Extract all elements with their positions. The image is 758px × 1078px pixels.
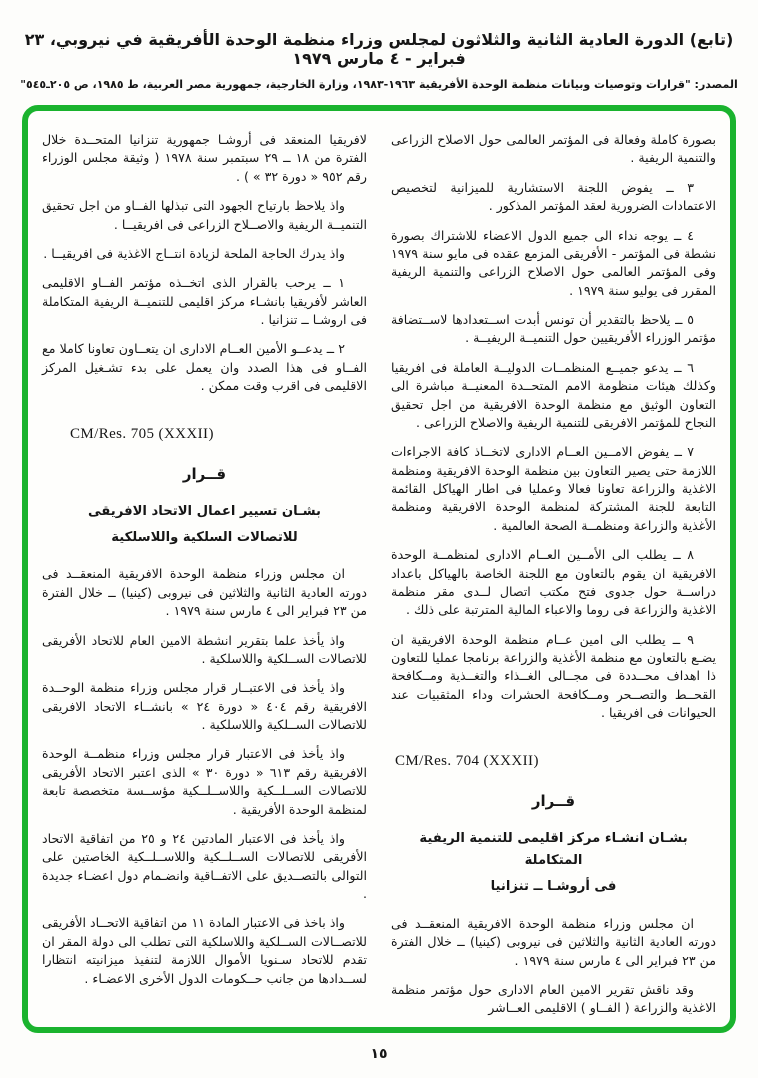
paragraph: ٤ ــ يوجه نداء الى جميع الدول الاعضاء للاشتراك بصورة نشطة فى المؤتمر - الأفريقى المزمع عقده فى مايو سنة ١٩٧٩ وفى المؤتمر العالمى حول الاصلاح الزراعى والتنمية الريفية المقرر فى يوليو سنة ١٩٧٩ . [391,227,716,298]
two-column-layout [42,131,716,1019]
resolution-heading: قــرار [182,464,227,483]
paragraph: واذ يأخذ فى الاعتبــار قرار مجلس وزراء منظمة الوحــدة الافريقية رقم ٤٠٤ « دورة ٢٤ » بانشــاء الاتحاد الافريقى للاتصالات الســلكية واللاسلكية . [42,680,367,732]
resolution-subheading: فى أروشـا ــ تنزانيا [490,879,617,895]
paragraph: واذ يأخذ فى الاعتبار قرار مجلس وزراء منظمــة الوحدة الافريقية رقم ٦١٣ « دورة ٣٠ » الذى اعتبر الاتحاد الأفريقى للاتصالات الســلــكية واللاســلــكية مؤســسة متخصصة تابعة لمنظمة الوحدة الأفريقية . [42,746,367,817]
resolution-subheading: بشـان تسيير اعمال الاتحاد الافريقى [87,503,322,519]
paragraph: ١ ــ يرحب بالقرار الذى اتخــذه مؤتمر الفــاو الاقليمى العاشر لأفريقيا بانشـاء مركز اقليمى للتنميــة الريفية المتكاملة فى اروشـا ــ تنزانيا . [42,275,367,327]
green-border-frame [22,105,736,1033]
paragraph: ان مجلس وزراء منظمة الوحدة الافريقية المنعقــد فى دورته العادية الثانية والثلاثين فى نيروبى (كينيا) ــ خلال الفترة من ٢٣ فبراير الى ٤ مارس سنة ١٩٧٩ . [42,566,367,619]
paragraph: ان مجلس وزراء منظمة الوحدة الافريقية المنعقــد فى دورته العادية الثانية والثلاثين فى نيروبى (كينيا) ــ خلال الفترة من ٢٣ فبراير الى ٤ مارس سنة ١٩٧٩ . [391,915,716,968]
right-column [391,131,716,1019]
resolution-subheading: للاتصالات السلكية واللاسلكية [111,529,298,545]
paragraph: واذ يأخذ علما بتقرير انشطة الامين العام للاتحاد الأفريقى للاتصالات الســلكية واللاسلكية . [42,632,367,666]
paragraph: ٥ ــ يلاحظ بالتقدير أن تونس أبدت اســتعدادها لاســتضافة مؤتمر الوزراء الأفريقيين حول التنميــة الريفيــة . [391,312,716,346]
paragraph: ٦ ــ يدعو جميــع المنظمــات الدوليــة العاملة فى افريقيا وكذلك هيئات منظومة الامم المتحــدة المعنيــة مباشرة الى التعاون الوثيق مع منظمة الوحدة الافريقية من اجل تحقيق النجاح للمؤتمر الافريقى للتنمية الريفية والاصلاح الزراعى . [391,359,716,430]
paragraph: ٨ ــ يطلب الى الأمــين العــام الادارى لمنظمــة الوحدة الافريقية ان يقوم بالتعاون مع اللجنة الخاصة بالهياكل باعداد دراســة حول جدوى فتح مكتب اتصال لــدى مقر منظمة الاغذية والزراعة فى روما والاعباء المالية المترتبة على ذلك . [391,547,716,618]
paragraph: ٢ ــ يدعــو الأمين العــام الادارى ان يتعــاون تعاونا كاملا مع الفــاو فى هذا الصدد وان يعمل على بدء تشـغيل المركز الاقليمى فى اقرب وقت ممكن . [42,341,367,394]
paragraph: بصورة كاملة وفعالة فى المؤتمر العالمى حول الاصلاح الزراعى والتنمية الريفية . [391,132,716,166]
left-column [42,131,367,1019]
paragraph: ٩ ــ يطلب الى امين عــام منظمة الوحدة الافريقية ان يضـع بالتعاون مع منظمة الأغذية والزراعة برنامجا عمليا للتعاون ذا اهداف محــددة فى مجــالى الغــذاء والتغــذية ومــكافحة القحــط والتصــحر ومــكافحة الحشرات وداء المثقبيات عند الحيوانات فى افريقيا . [391,631,716,721]
paragraph: وقد ناقش تقرير الامين العام الادارى حول مؤتمر منظمة الاغذية والزراعة ( الفــاو ) الاقليمى العــاشر [391,981,716,1016]
paragraph: واذ يلاحظ بارتياح الجهود التى تبذلها الفــاو من اجل تحقيق التنميــة الريفية والاصــلاح الزراعى فى افريقيــا . [42,198,367,232]
resolution-ref-704: CM/Res. 704 (XXXII) [395,752,539,769]
resolution-heading: قــرار [531,791,576,810]
paragraph: ٣ ــ يفوض اللجنة الاستشارية للميزانية لتخصيص الاعتمادات الضرورية لعقد المؤتمر المذكور . [391,179,716,214]
resolution-subheading: بشـان انشـاء مركز اقليمى للتنمية الريفية المتكاملة [419,830,688,868]
paragraph: واذ باخذ فى الاعتبار المادة ١١ من اتفاقية الاتحــاد الأفريقى للاتصــالات الســلكية واللاسلكية التى تطلب الى دولة المقر ان تقدم للاتحاد سـنويا الأموال اللازمة لتنفيذ ميزانيته انتظارا لســدادها من جانب حــكومات الدول الأخرى الاعضـاء . [42,915,367,986]
page-number: ١٥ [370,1046,388,1062]
header-source-line: المصدر: "قرارات وتوصيات وبيانات منظمة الوحدة الأفريقية ١٩٦٣-١٩٨٣، وزارة الخارجية، جمهورية مصر العربية، ط ١٩٨٥، ص ٢٠٥ـ٥٤٥" [20,78,738,91]
header-session-title: (تابع) الدورة العادية الثانية والثلاثون لمجلس وزراء منظمة الوحدة الأفريقية في نيروبي، ٢٣ فبراير - ٤ مارس ١٩٧٩ [24,30,734,68]
resolution-ref-705: CM/Res. 705 (XXXII) [70,425,214,442]
page-header [0,0,758,91]
paragraph: واذ يأخذ فى الاعتبار المادتين ٢٤ و ٢٥ من اتفاقية الاتحاد الأفريقى للاتصالات الســلــكية واللاســلــكية الخاصتين على التوالى بالتصــديق على الاتفــاقية وانضـمام دول اعضـاء جديدة . [42,830,367,901]
paragraph: واذ يدرك الحاجة الملحة لزيادة انتــاج الاغذية فى افريقيــا . [43,245,345,261]
paragraph: ٧ ــ يفوض الامــين العــام الادارى لاتخــاذ كافة الاجراءات اللازمة حتى يصير التعاون بين منظمة الوحدة الافريقية ومنظمة الاغذية والزراعة تعاونا فعالا وعمليا فى اطار الهياكل القائمة التابعة للجنة المشتركة لمنظمة الوحدة الافريقية ومنظمة الأغذية والزراعة ومنظمــة الصحة العالمية . [391,444,716,533]
paragraph: لافريقيا المنعقد فى أروشـا جمهورية تنزانيا المتحــدة خلال الفترة من ١٨ ــ ٢٩ سبتمبر سنة ١٩٧٨ ( وثيقة مجلس الوزراء رقم ٩٥٢ « دورة ٣٢ » ) . [42,132,367,184]
